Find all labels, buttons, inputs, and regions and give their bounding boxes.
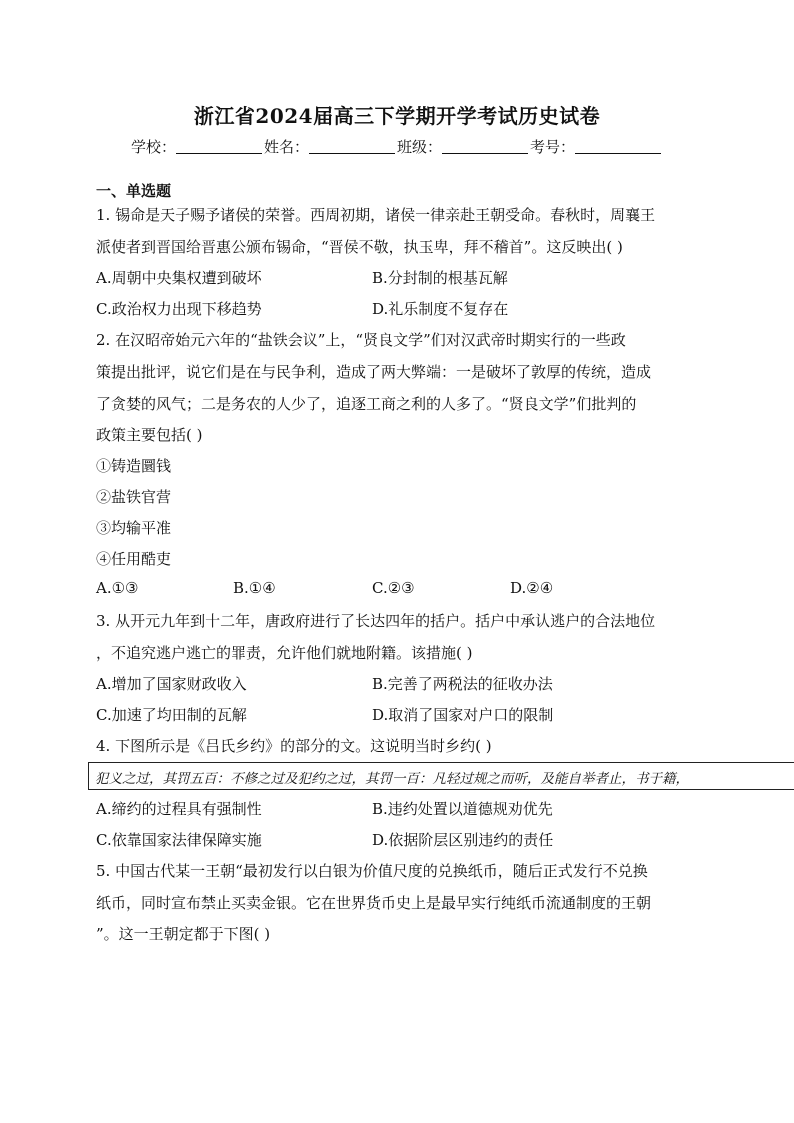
q2-option-b[interactable]: B.①④ (233, 579, 276, 597)
q1-line-1: 1. 锡命是天子赐予诸侯的荣誉。西周初期，诸侯一律亲赴王朝受命。春秋时，周襄王 (96, 206, 656, 224)
class-blank[interactable] (442, 139, 528, 154)
q4-option-a[interactable]: A.缔约的过程具有强制性 (96, 800, 262, 818)
q1-line-2: 派使者到晋国给晋惠公颁布锡命，“晋侯不敬，执玉卑，拜不稽首”。这反映出( ) (96, 238, 623, 256)
name-label: 姓名： (263, 138, 309, 156)
q3-option-b[interactable]: B.完善了两税法的征收办法 (372, 675, 553, 693)
q1-option-b[interactable]: B.分封制的根基瓦解 (372, 269, 508, 287)
q2-line-1: 2. 在汉昭帝始元六年的“盐铁会议”上，“贤良文学”们对汉武帝时期实行的一些政 (96, 331, 626, 349)
q2-line-3: 了贪婪的风气；二是务农的人少了，追逐工商之利的人多了。“贤良文学”们批判的 (96, 395, 637, 413)
q2-line-4: 政策主要包括( ) (96, 426, 203, 444)
section-heading: 一、单选题 (96, 182, 172, 200)
q1-option-c[interactable]: C.政治权力出现下移趋势 (96, 300, 262, 318)
name-blank[interactable] (309, 139, 395, 154)
q4-option-d[interactable]: D.依据阶层区别违约的责任 (372, 831, 554, 849)
q1-option-d[interactable]: D.礼乐制度不复存在 (372, 300, 509, 318)
student-info-line (0, 136, 794, 157)
q4-option-c[interactable]: C.依靠国家法律保障实施 (96, 831, 262, 849)
q2-option-d[interactable]: D.②④ (510, 579, 554, 597)
q2-option-a[interactable]: A.①③ (96, 579, 139, 597)
number-label: 考号： (530, 138, 576, 156)
q3-line-2: ，不追究逃户逃亡的罪责，允许他们就地附籍。该措施( ) (96, 644, 473, 662)
q2-item-3: ③均输平准 (96, 519, 172, 537)
class-label: 班级： (397, 138, 443, 156)
q2-item-2: ②盐铁官营 (96, 488, 172, 506)
q4-quote-figure (88, 762, 794, 790)
school-blank[interactable] (176, 139, 262, 154)
q2-line-2: 策提出批评，说它们是在与民争利，造成了两大弊端：一是破坏了敦厚的传统，造成 (96, 363, 652, 381)
q4-line-1: 4. 下图所示是《吕氏乡约》的部分的文。这说明当时乡约( ) (96, 737, 492, 755)
q3-option-d[interactable]: D.取消了国家对户口的限制 (372, 706, 554, 724)
q3-option-a[interactable]: A.增加了国家财政收入 (96, 675, 247, 693)
exam-title: 浙江省2024届高三下学期开学考试历史试卷 (193, 104, 601, 128)
q5-line-3: ”。这一王朝定都于下图( ) (96, 925, 271, 943)
q2-item-4: ④任用酷吏 (96, 550, 172, 568)
q4-option-b[interactable]: B.违约处置以道德规劝优先 (372, 800, 553, 818)
school-label: 学校： (130, 138, 176, 156)
number-blank[interactable] (575, 139, 661, 154)
q3-option-c[interactable]: C.加速了均田制的瓦解 (96, 706, 247, 724)
q5-line-1: 5. 中国古代某一王朝“最初发行以白银为价值尺度的兑换纸币，随后正式发行不兑换 (96, 862, 648, 880)
q4-quote-text: 犯义之过，其罚五百：不修之过及犯约之过，其罚一百：凡轻过规之而听，及能自举者止，书于籍， (95, 771, 689, 787)
q2-option-c[interactable]: C.②③ (372, 579, 415, 597)
q5-line-2: 纸币，同时宣布禁止买卖金银。它在世界货币史上是最早实行纯纸币流通制度的王朝 (96, 894, 652, 912)
q1-option-a[interactable]: A.周朝中央集权遭到破坏 (96, 269, 262, 287)
q2-item-1: ①铸造圜钱 (96, 457, 172, 475)
q3-line-1: 3. 从开元九年到十二年，唐政府进行了长达四年的括户。括户中承认逃户的合法地位 (96, 612, 656, 630)
